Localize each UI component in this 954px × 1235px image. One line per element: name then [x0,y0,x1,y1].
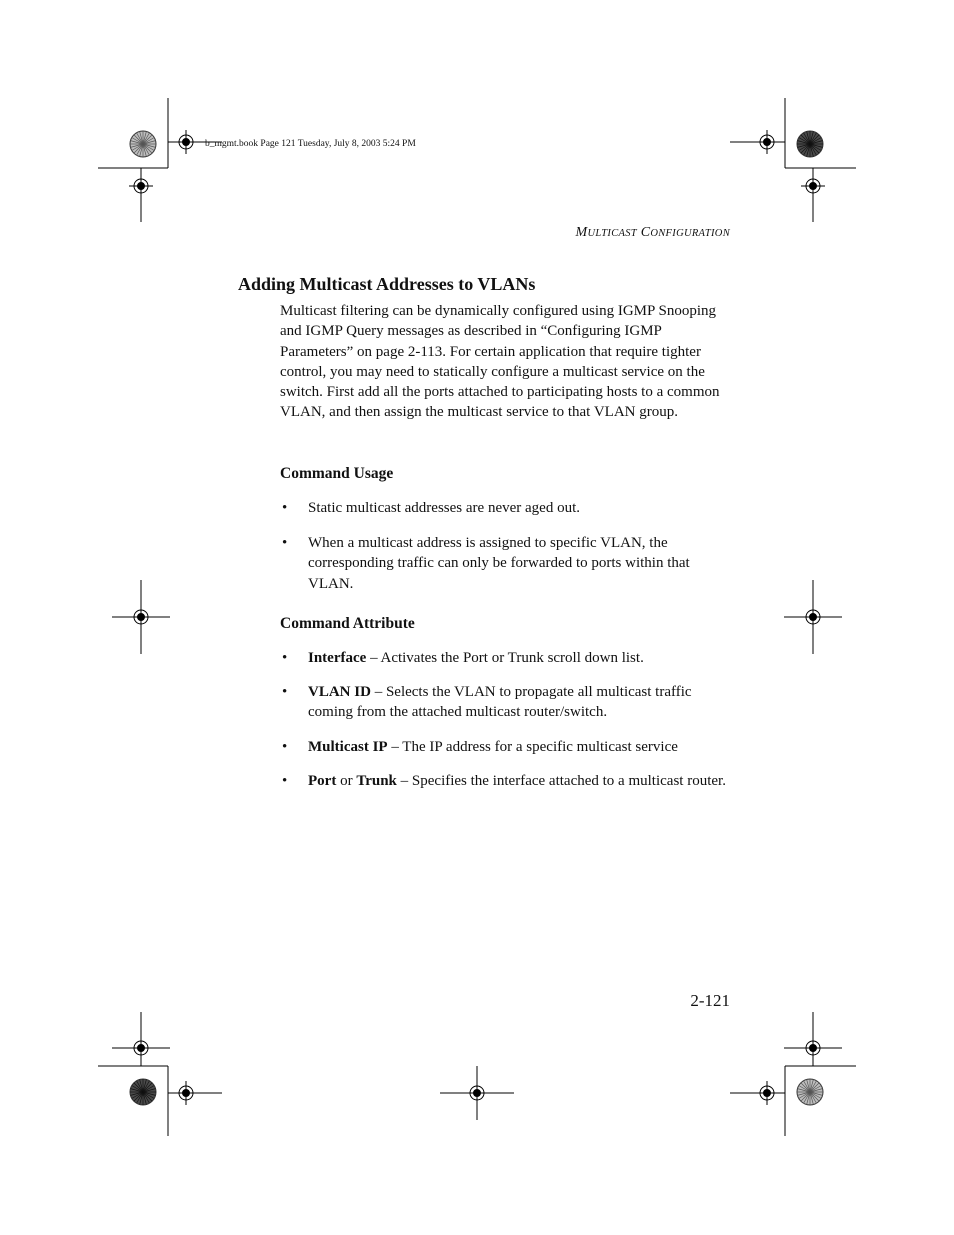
list-item [280,737,732,757]
command-usage-heading: Command Usage [280,465,394,482]
running-head-smallcaps: ONFIGURATION [650,228,730,239]
list-item-text [308,771,732,791]
page-number: 2-121 [690,991,730,1010]
color-wheel-icon [797,1079,823,1105]
color-wheel-icon [130,131,156,157]
attribute-description: – Activates the Port or Trunk scroll down list. [366,650,644,666]
list-item-text [308,682,732,723]
intro-paragraph: Multicast filtering can be dynamically configured using IGMP Snooping and IGMP Query messages as described in “Configuring IGMP Parameters” on page 2-113. For certain application that require tighter control, you may need to statically configure a multicast service on the switch. First add all the ports attached to participating hosts to a common VLAN, and then assign the multicast service to that VLAN group. [280,303,720,421]
bullet-glyph: • [282,535,288,551]
running-head-cap: C [640,225,651,240]
list-item [280,648,732,668]
list-item-text [308,737,732,757]
attribute-connector: or [336,773,357,789]
attribute-description: – Selects the VLAN to propagate all multicast traffic coming from the attached multicast router/switch. [308,684,692,721]
bullet-glyph: • [282,500,288,516]
color-wheel-icon [797,131,823,157]
attribute-description: – The IP address for a specific multicast service [387,739,678,755]
attribute-description: – Specifies the interface attached to a multicast router. [396,773,726,789]
attribute-term: Multicast IP [308,739,388,755]
list-item-text: Static multicast addresses are never aged out. [308,500,580,516]
attribute-term: Interface [308,650,367,666]
running-head [575,225,730,241]
bullet-glyph: • [282,739,288,755]
list-item [280,682,732,723]
attribute-term: Trunk [356,773,397,789]
color-wheel-icon [130,1079,156,1105]
bullet-glyph: • [282,650,288,666]
list-item [280,498,732,518]
running-head-cap: M [575,225,588,240]
command-attribute-heading: Command Attribute [280,615,415,632]
book-stamp: b_mgmt.book Page 121 Tuesday, July 8, 2003 5:24 PM [205,139,416,149]
section-title: Adding Multicast Addresses to VLANs [238,274,536,294]
list-item-text [308,648,732,668]
attribute-term: Port [308,773,337,789]
list-item [280,771,732,791]
running-head-smallcaps: ULTICAST [587,228,637,239]
bullet-glyph: • [282,773,288,789]
list-item [280,533,732,594]
list-item-text: When a multicast address is assigned to specific VLAN, the corresponding traffic can only be forwarded to ports within that VLAN. [308,535,690,592]
bullet-glyph: • [282,684,288,700]
attribute-term: VLAN ID [308,684,371,700]
